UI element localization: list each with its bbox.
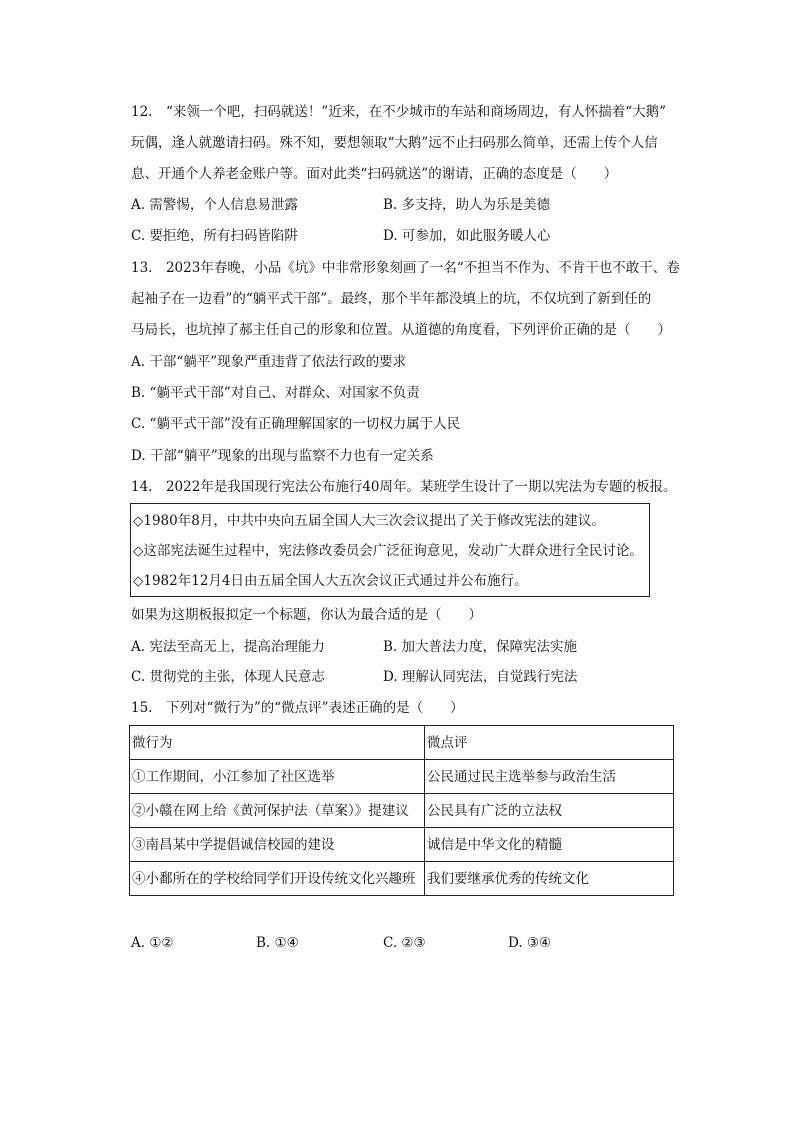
q15-option-a: A. ①② (131, 935, 174, 951)
table-cell: 公民通过民主选举参与政治生活 (425, 760, 674, 794)
q15-option-b: B. ①④ (256, 935, 299, 951)
table-header-cell: 微点评 (425, 726, 674, 760)
table-row (130, 794, 674, 828)
q12-option-a: A. 需警惕，个人信息易泄露 (131, 197, 298, 213)
table-row (130, 862, 674, 896)
table-cell: ②小赣在网上给《黄河保护法（草案）》提建议 (130, 794, 425, 828)
blackboard-box (130, 503, 650, 597)
blackboard-item-1: ◇1980年8月，中共中央向五届全国人大三次会议提出了关于修改宪法的建议。 (133, 513, 605, 529)
table-header-row (130, 726, 674, 760)
q13-option-d: D. 干部“躺平”现象的出现与监察不力也有一定关系 (131, 448, 434, 464)
q12-option-d: D. 可参加，如此服务暖人心 (383, 228, 551, 244)
table-cell: ④小鄱所在的学校给同学们开设传统文化兴趣班 (130, 862, 425, 896)
q12-line-3: 息、开通个人养老金账户等。面对此类“扫码就送”的谢请，正确的态度是（ ） (131, 166, 618, 182)
q13-line-1: 13. 2023年春晚，小品《坑》中非常形象刻画了一名“不担当不作为、不肯干也不敢干、卷 (131, 260, 680, 276)
blackboard-item-2: ◇这部宪法诞生过程中，宪法修改委员会广泛征询意见，发动广大群众进行全民讨论。 (133, 543, 643, 559)
q14-option-c: C. 贯彻党的主张，体现人民意志 (131, 669, 325, 685)
q12-line-1: 12. “来领一个吧，扫码就送！”近来，在不少城市的车站和商场周边，有人怀揣着“大鹅” (131, 104, 667, 120)
table-cell: 公民具有广泛的立法权 (425, 794, 674, 828)
table-cell: ①工作期间，小江参加了社区选举 (130, 760, 425, 794)
q12-option-b: B. 多支持，助人为乐是美德 (383, 197, 551, 213)
table-header-cell: 微行为 (130, 726, 425, 760)
q15-stem: 15. 下列对“微行为”的“微点评”表述正确的是（ ） (131, 700, 464, 716)
q13-line-3: 马局长，也坑掉了郝主任自己的形象和位置。从道德的角度看，下列评价正确的是（ ） (131, 322, 671, 338)
q14-option-b: B. 加大普法力度，保障宪法实施 (383, 639, 578, 655)
behavior-comment-table (129, 725, 674, 896)
q14-stem: 14. 2022年是我国现行宪法公布施行40周年。某班学生设计了一期以宪法为专题的板报。 (131, 479, 677, 495)
table-row (130, 828, 674, 862)
q13-option-b: B. “躺平式干部”对自己、对群众、对国家不负责 (131, 385, 420, 401)
q12-line-2: 玩偶，逢人就邀请扫码。殊不知，要想领取“大鹅”远不止扫码那么简单，还需上传个人信 (131, 135, 658, 151)
blackboard-item-3: ◇1982年12月4日由五届全国人大五次会议正式通过并公布施行。 (133, 573, 528, 589)
q13-line-2: 起袖子在一边看”的“躺平式干部”。最终，那个半年都没填上的坑，不仅坑到了新到任的 (131, 291, 652, 307)
q15-option-c: C. ②③ (383, 935, 426, 951)
q15-option-d: D. ③④ (508, 935, 552, 951)
table-cell: 我们要继承优秀的传统文化 (425, 862, 674, 896)
table-cell: 诚信是中华文化的精髓 (425, 828, 674, 862)
table-row (130, 760, 674, 794)
q13-option-c: C. “躺平式干部”没有正确理解国家的一切权力属于人民 (131, 416, 461, 432)
q14-option-a: A. 宪法至高无上，提高治理能力 (131, 639, 325, 655)
q14-option-d: D. 理解认同宪法，自觉践行宪法 (383, 669, 578, 685)
table-cell: ③南昌某中学提倡诚信校园的建设 (130, 828, 425, 862)
q14-question: 如果为这期板报拟定一个标题，你认为最合适的是（ ） (131, 607, 482, 623)
q13-option-a: A. 干部“躺平”现象严重违背了依法行政的要求 (131, 354, 407, 370)
q12-option-c: C. 要拒绝，所有扫码皆陷阱 (131, 228, 298, 244)
